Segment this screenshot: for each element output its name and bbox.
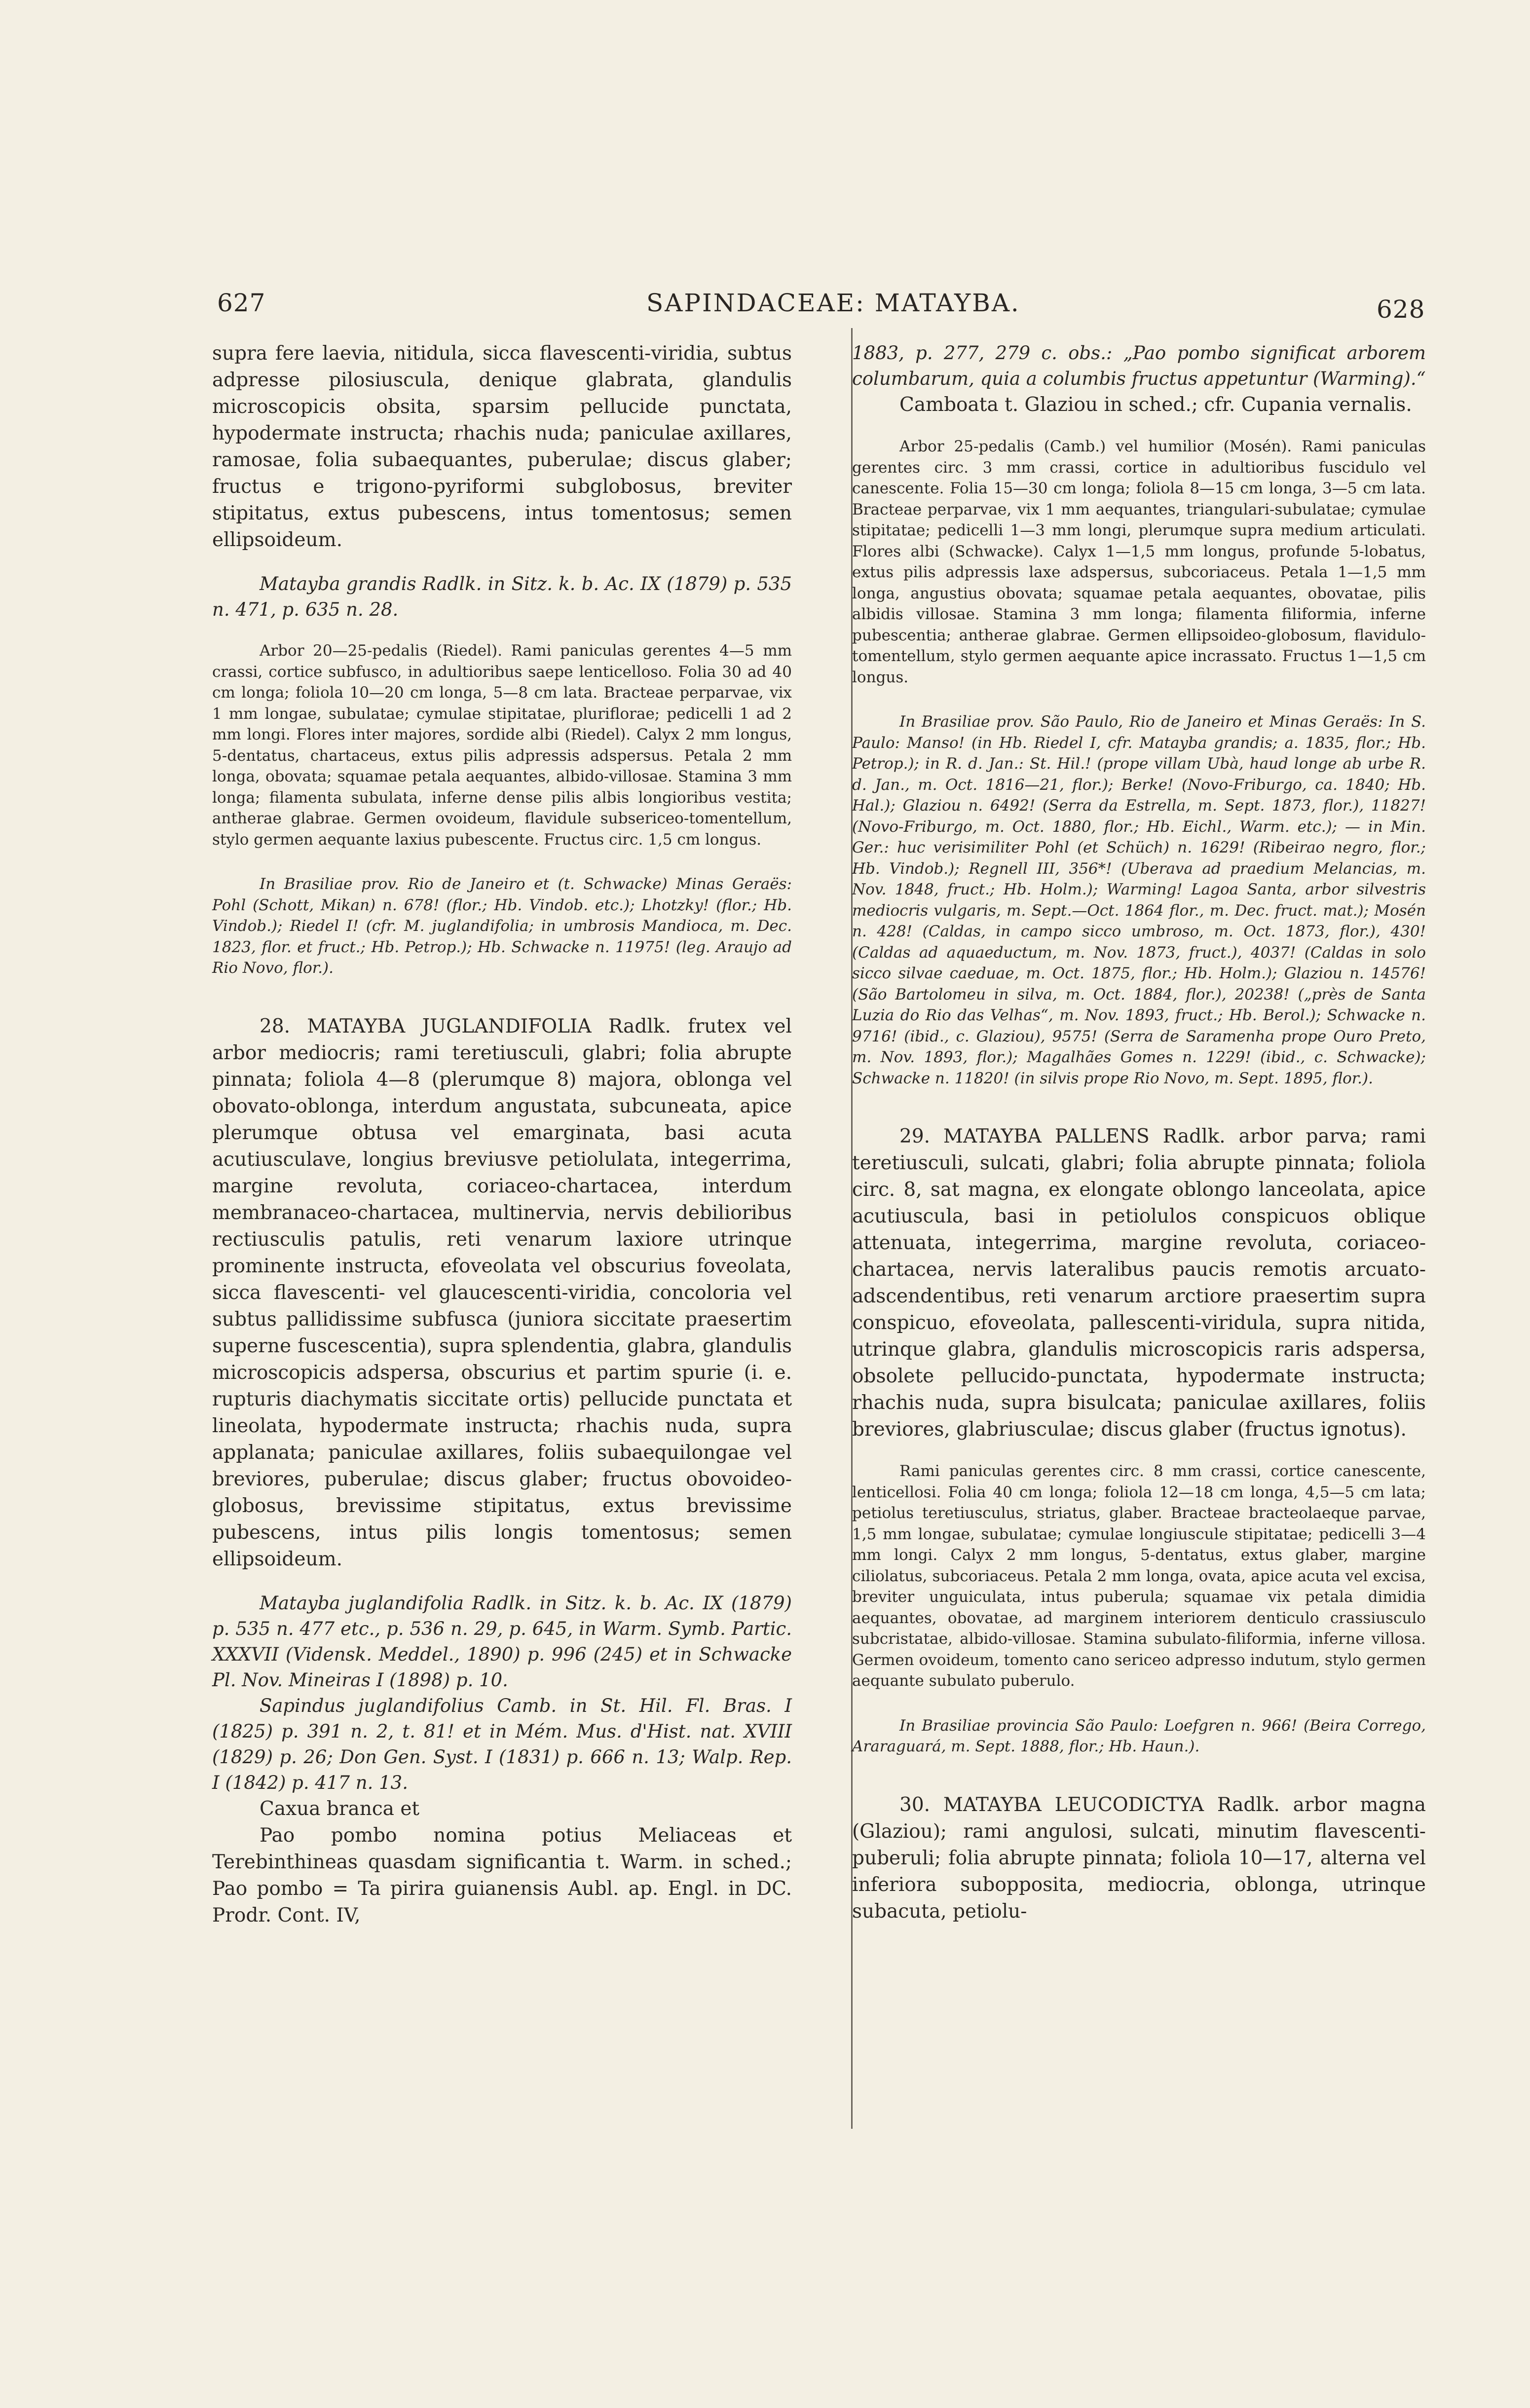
running-title: SAPINDACEAE: MATAYBA. <box>646 289 1020 317</box>
left-column <box>212 340 792 1929</box>
vernacular-note: Pao pombo nomina potius Meliaceas et Terebinthineas quasdam significantia t. Warm. in sched.; Pao pombo = Ta pirira guianensis Aubl. ap. Engl. in DC. Prodr. Cont. IV, <box>212 1824 792 1926</box>
synonym-citation: Matayba grandis Radlk. in Sitz. k. b. Ac. IX (1879) p. 535 n. 471, p. 635 n. 28. <box>212 573 792 620</box>
species-28-synonym: Sapindus juglandifolius Camb. in St. Hil. Fl. Bras. I (1825) p. 391 n. 2, t. 81! et in Mém. Mus. d'Hist. nat. XVIII (1829) p. 26; Don Gen. Syst. I (1831) p. 666 n. 13; Walp. Rep. I (1842) p. 417 n. 13. <box>212 1695 792 1793</box>
description-continuation: supra fere laevia, nitidula, sicca flavescenti-viridia, subtus adpresse pilosiuscula, denique glabrata, glandulis microscopicis obsita, sparsim pellucide punctata, hypodermate instructa; rhachis nuda; paniculae axillares, ramosae, folia subaequantes, puberulae; discus glaber; fructus e trigono-pyriformi subglobosus, breviter stipitatus, extus pubescens, intus tomentosus; semen ellipsoideum. <box>212 342 792 551</box>
morphology-notes-28: Arbor 25-pedalis (Camb.) vel humilior (Mosén). Rami paniculas gerentes circ. 3 mm crassi, cortice in adultioribus fuscidulo vel canescente. Folia 15—30 cm longa; foliola 8—15 cm longa, 3—5 cm lata. Bracteae perparvae, vix 1 mm aequantes, triangulari-subulatae; cymulae stipitatae; pedicelli 1—3 mm longi, plerumque supra medium articulati. Flores albi (Schwacke). Calyx 1—1,5 mm longus, profunde 5-lobatus, extus pilis adpressis laxe adspersus, subcoriaceus. Petala 1—1,5 mm longa, angustius obovata; squamae petala aequantes, obovatae, pilis albidis villosae. Stamina 3 mm longa; filamenta filiformia, inferne pubescentia; antherae glabrae. Germen ellipsoideo-globosum, flavidulo-tomentellum, stylo germen aequante apice incrassato. Fructus 1—1,5 cm longus. <box>852 438 1426 686</box>
morphology-notes-29: Rami paniculas gerentes circ. 8 mm crassi, cortice canescente, lenticellosi. Folia 40 cm longa; foliola 12—18 cm longa, 4,5—5 cm lata; petiolus teretiusculus, striatus, glaber. Bracteae bracteolaeque parvae, 1,5 mm longae, subulatae; cymulae longiuscule stipitatae; pedicelli 3—4 mm longi. Calyx 2 mm longus, 5-dentatus, extus glaber, margine ciliolatus, subcoriaceus. Petala 2 mm longa, ovata, apice acuta vel excisa, breviter unguiculata, intus puberula; squamae vix petala dimidia aequantes, obovatae, ad marginem interiorem denticulo crassiusculo subcristatae, albido-villosae. Stamina subulato-filiformia, inferne villosa. Germen ovoideum, tomento cano sericeo adpresso indutum, stylo germen aequante subulato puberulo. <box>852 1462 1426 1690</box>
vernacular-name: Caxua branca et <box>260 1797 420 1820</box>
locality-records-29: In Brasiliae provincia São Paulo: Loefgren n. 966! (Beira Corrego, Araraguará, m. Sept. 1888, flor.; Hb. Haun.). <box>852 1716 1426 1755</box>
species-30-description: 30. MATAYBA LEUCODICTYA Radlk. arbor magna (Glaziou); rami angulosi, sulcati, minutim flavescenti-puberuli; folia abrupte pinnata; foliola 10—17, alterna vel inferiora subopposita, mediocria, oblonga, utrinque subacuta, petiolu- <box>852 1793 1426 1923</box>
vernacular-name-camboata: Camboata t. Glaziou in sched.; cfr. Cupania vernalis. <box>899 394 1412 416</box>
species-28-description: 28. MATAYBA JUGLANDIFOLIA Radlk. frutex vel arbor mediocris; rami teretiusculi, glabri; folia abrupte pinnata; foliola 4—8 (plerumque 8) majora, oblonga vel obovato-oblonga, interdum angustata, subcuneata, apice plerumque obtusa vel emarginata, basi acuta acutiusculave, longius breviusve petiolulata, integerrima, margine revoluta, coriaceo-chartacea, interdum membranaceo-chartacea, multinervia, nervis debilioribus rectiusculis patulis, reti venarum laxiore utrinque prominente instructa, efoveolata vel obscurius foveolata, sicca flavescenti- vel glaucescenti-viridia, concoloria vel subtus pallidissime subfusca (juniora siccitate praesertim superne fuscescentia), supra splendentia, glabra, glandulis microscopicis adspersa, obscurius et partim spurie (i. e. rupturis diachymatis siccitate ortis) pellucide punctata et lineolata, hypodermate instructa; rhachis nuda, supra applanata; paniculae axillares, foliis subaequilongae vel breviores, puberulae; discus glaber; fructus obovoideo-globosus, brevissime stipitatus, extus brevissime pubescens, intus pilis longis tomentosus; semen ellipsoideum. <box>212 1015 792 1570</box>
right-column <box>846 340 1426 1925</box>
locality-records: In Brasiliae prov. Rio de Janeiro et (t. Schwacke) Minas Geraës: Pohl (Schott, Mikan) n. 678! (flor.; Hb. Vindob. etc.); Lhotzky! (flor.; Hb. Vindob.); Riedel I! (cfr. M. juglandifolia; in umbrosis Mandioca, m. Dec. 1823, flor. et fruct.; Hb. Petrop.); Hb. Schwacke n. 11975! (leg. Araujo ad Rio Novo, flor.). <box>212 875 792 977</box>
morphology-notes: Arbor 20—25-pedalis (Riedel). Rami paniculas gerentes 4—5 mm crassi, cortice subfusco, in adultioribus saepe lenticelloso. Folia 30 ad 40 cm longa; foliola 10—20 cm longa, 5—8 cm lata. Bracteae perparvae, vix 1 mm longae, subulatae; cymulae stipitatae, pluriflorae; pedicelli 1 ad 2 mm longi. Flores inter majores, sordide albi (Riedel). Calyx 2 mm longus, 5-dentatus, chartaceus, extus pilis adpressis adspersus. Petala 2 mm longa, obovata; squamae petala aequantes, albido-villosae. Stamina 3 mm longa; filamenta subulata, inferne dense pilis albis longioribus vestita; antherae glabrae. Germen ovoideum, flavidule subsericeo-tomentellum, stylo germen aequante laxius pubescente. Fructus circ. 1,5 cm longus. <box>212 642 792 849</box>
species-28-citation: Matayba juglandifolia Radlk. in Sitz. k. b. Ac. IX (1879) p. 535 n. 477 etc., p. 536 n. 29, p. 645, in Warm. Symb. Partic. XXXVII (Vidensk. Meddel., 1890) p. 996 (245) et in Schwacke Pl. Nov. Mineiras I (1898) p. 10. <box>212 1592 792 1691</box>
left-page-number: 627 <box>217 289 266 317</box>
vernacular-note-continuation: 1883, p. 277, 279 c. obs.: „Pao pombo significat arborem columbarum, quia a columbis fructus appetuntur (Warming).“ <box>852 342 1426 389</box>
species-29-description: 29. MATAYBA PALLENS Radlk. arbor parva; rami teretiusculi, sulcati, glabri; folia abrupte pinnata; foliola circ. 8, sat magna, ex elongate oblongo lanceolata, apice acutiuscula, basi in petiolulos conspicuos oblique attenuata, integerrima, margine revoluta, coriaceo-chartacea, nervis lateralibus paucis remotis arcuato-adscendentibus, reti venarum arctiore praesertim supra conspicuo, efoveolata, pallescenti-viridula, supra nitida, utrinque glabra, glandulis microscopicis raris adspersa, obsolete pellucido-punctata, hypodermate instructa; rhachis nuda, supra bisulcata; paniculae axillares, foliis breviores, glabriusculae; discus glaber (fructus ignotus). <box>852 1125 1426 1441</box>
locality-records-28: In Brasiliae prov. São Paulo, Rio de Janeiro et Minas Geraës: In S. Paulo: Manso! (in Hb. Riedel I, cfr. Matayba grandis; a. 1835, flor.; Hb. Petrop.); in R. d. Jan.: St. Hil.! (prope villam Ubà, haud longe ab urbe R. d. Jan., m. Oct. 1816—21, flor.); Berke! (Novo-Friburgo, ca. 1840; Hb. Hal.); Glaziou n. 6492! (Serra da Estrella, m. Sept. 1873, flor.), 11827! (Novo-Friburgo, m. Oct. 1880, flor.; Hb. Eichl., Warm. etc.); — in Min. Ger.: huc verisimiliter Pohl (et Schüch) n. 1629! (Ribeirao negro, flor.; Hb. Vindob.); Regnell III, 356*! (Uberava ad praedium Melancias, m. Nov. 1848, fruct.; Hb. Holm.); Warming! Lagoa Santa, arbor silvestris mediocris vulgaris, m. Sept.—Oct. 1864 flor., m. Dec. fruct. mat.); Mosén n. 428! (Caldas, in campo sicco umbroso, m. Oct. 1873, flor.), 430! (Caldas ad aquaeductum, m. Nov. 1873, fruct.), 4037! (Caldas in solo sicco silvae caeduae, m. Oct. 1875, flor.; Hb. Holm.); Glaziou n. 14576! (São Bartolomeu in silva, m. Oct. 1884, flor.), 20238! („près de Santa Luzia do Rio das Velhas“, m. Nov. 1893, fruct.; Hb. Berol.); Schwacke n. 9716! (ibid., c. Glaziou), 9575! (Serra de Saramenha prope Ouro Preto, m. Nov. 1893, flor.); Magalhães Gomes n. 1229! (ibid., c. Schwacke); Schwacke n. 11820! (in silvis prope Rio Novo, m. Sept. 1895, flor.). <box>852 713 1426 1087</box>
right-page-number: 628 <box>1377 295 1425 324</box>
